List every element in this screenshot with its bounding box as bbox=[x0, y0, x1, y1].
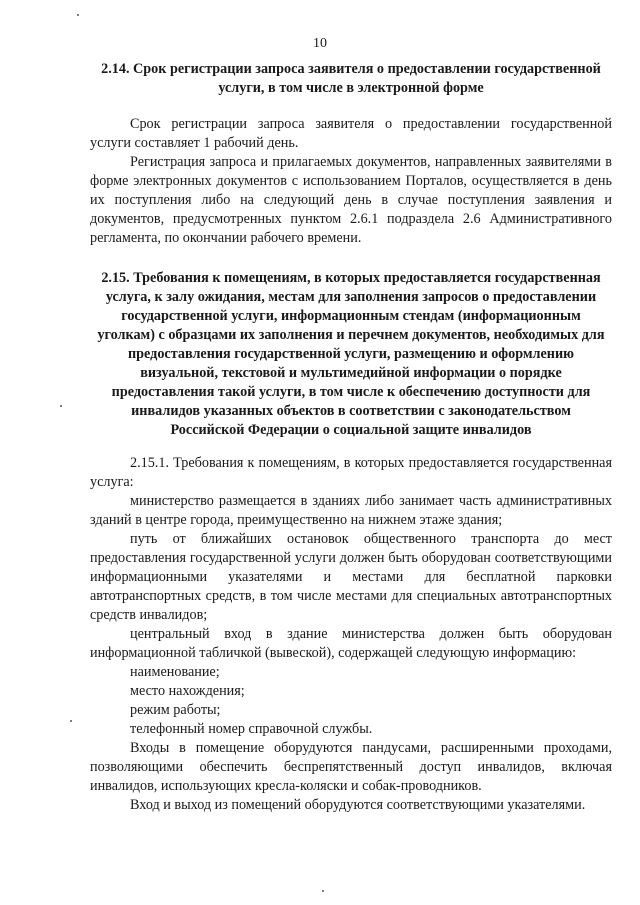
section-2-15-paragraph: министерство размещается в зданиях либо занимает часть административных зданий в центре города, преимущественно на нижнем этаже здания; bbox=[90, 493, 612, 528]
list-item: место нахождения; bbox=[130, 683, 245, 699]
section-2-15-title: 2.15. Требования к помещениям, в которых предоставляется государственная услуга, к залу ожидания, местам для заполнения запросов о предоставлении государственной услуги, информационным стендам (информационным уголкам) с образцами их заполнения и перечнем документов, необходимых для предоставления государственной услуги, размещению и оформлению визуальной, текстовой и мультимедийной информации о порядке предоставления такой услуги, в том числе к обеспечению доступности для инвалидов указанных объектов в соответствии с законодательством Российской Федерации о социальной защите инвалидов bbox=[97, 270, 605, 438]
scan-speck bbox=[60, 405, 62, 407]
scan-speck bbox=[322, 890, 324, 892]
section-2-15-paragraph: 2.15.1. Требования к помещениям, в которых предоставляется государственная услуга: bbox=[90, 455, 612, 490]
list-item: режим работы; bbox=[130, 702, 221, 718]
document-body bbox=[90, 60, 612, 815]
section-2-15-paragraph: путь от ближайших остановок общественного транспорта до мест предоставления государственной услуги должен быть оборудован соответствующими информационными указателями и местами для бесплатной парковки автотранспортных средств, в том числе местами для специальных автотранспортных средств инвалидов; bbox=[90, 531, 612, 623]
section-2-14-title: 2.14. Срок регистрации запроса заявителя о предоставлении государственной услуги, в том числе в электронной форме bbox=[101, 61, 601, 96]
scan-speck bbox=[70, 720, 72, 722]
section-2-15-paragraph: Входы в помещение оборудуются пандусами, расширенными проходами, позволяющими обеспечить беспрепятственный доступ инвалидов, включая инвалидов, использующих кресла-коляски и собак-проводников. bbox=[90, 740, 612, 794]
list-item: наименование; bbox=[130, 664, 220, 680]
section-2-14-paragraph: Регистрация запроса и прилагаемых документов, направленных заявителями в форме электронных документов с использованием Порталов, осуществляется в день их поступления либо на следующий день в случае поступления заявления и документов, предусмотренных пунктом 2.6.1 подраздела 2.6 Административного регламента, по окончании рабочего времени. bbox=[90, 154, 612, 246]
scan-speck bbox=[77, 14, 79, 16]
sign-info-list bbox=[90, 663, 612, 739]
page-number: 10 bbox=[313, 36, 327, 51]
section-2-15-paragraph: центральный вход в здание министерства должен быть оборудован информационной табличкой (вывеской), содержащей следующую информацию: bbox=[90, 626, 612, 661]
section-2-15-paragraph: Вход и выход из помещений оборудуются соответствующими указателями. bbox=[130, 797, 586, 813]
list-item: телефонный номер справочной службы. bbox=[130, 721, 373, 737]
section-2-14-paragraph: Срок регистрации запроса заявителя о предоставлении государственной услуги составляет 1 рабочий день. bbox=[90, 116, 612, 151]
